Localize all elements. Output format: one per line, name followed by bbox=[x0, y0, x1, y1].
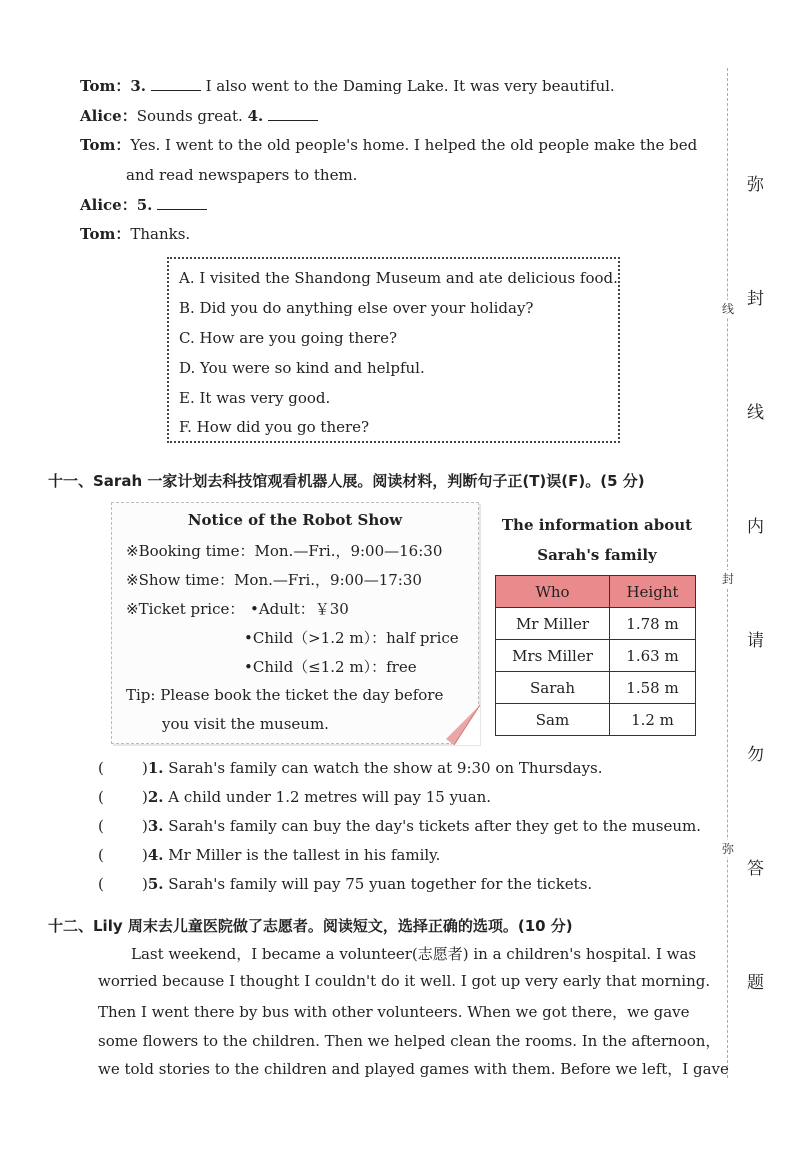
child-over-price: •Child（>1.2 m）：half price bbox=[244, 629, 459, 647]
answer-paren-close: ) bbox=[142, 846, 148, 864]
speaker: Alice bbox=[80, 107, 122, 125]
passage-line-1: Last weekend，I became a volunteer(志愿者) in a children's hospital. I was bbox=[131, 945, 697, 963]
dialog-line-2 bbox=[80, 106, 318, 125]
answer-paren-open[interactable]: ( bbox=[98, 846, 104, 864]
column-header-height: Height bbox=[610, 576, 696, 608]
binding-note-char: 勿 bbox=[747, 745, 764, 765]
dialog-line-3 bbox=[80, 136, 697, 154]
page-curl-decoration bbox=[446, 705, 480, 745]
dialog-line-3-cont: and read newspapers to them. bbox=[126, 166, 358, 184]
options-box bbox=[167, 257, 620, 443]
statement-5 bbox=[98, 875, 592, 893]
statement-4 bbox=[98, 846, 440, 864]
passage-line-5: we told stories to the children and played games with them. Before we left，I gave bbox=[98, 1060, 729, 1078]
ticket-price-label: ※Ticket price： bbox=[126, 600, 245, 618]
show-time: ※Show time：Mon.—Fri.，9:00—17:30 bbox=[126, 571, 422, 589]
answer-paren-close: ) bbox=[142, 875, 148, 893]
statement-number: 3. bbox=[147, 817, 164, 835]
table-row bbox=[496, 608, 696, 640]
statement-text: Sarah's family will pay 75 yuan together for the tickets. bbox=[163, 875, 593, 893]
option-a: A. I visited the Shandong Museum and ate delicious food. bbox=[179, 269, 618, 287]
section-12-heading: 十二、Lily 周末去儿童医院做了志愿者。阅读短文，选择正确的选项。(10 分) bbox=[48, 917, 573, 935]
colon: ： bbox=[121, 196, 137, 214]
answer-paren-open[interactable]: ( bbox=[98, 817, 104, 835]
table-header-row bbox=[496, 576, 696, 608]
colon: ： bbox=[115, 136, 131, 154]
family-height-table bbox=[495, 575, 696, 736]
dialog-text: Yes. I went to the old people's home. I helped the old people make the bed bbox=[130, 136, 698, 154]
info-title-line-2: Sarah's family bbox=[537, 546, 657, 564]
booking-time: ※Booking time：Mon.—Fri.，9:00—16:30 bbox=[126, 542, 443, 560]
binding-note-char: 答 bbox=[747, 859, 764, 879]
statement-1 bbox=[98, 759, 603, 777]
dialog-line-4 bbox=[80, 195, 207, 214]
child-under-price: •Child（≤1.2 m）：free bbox=[244, 658, 417, 676]
binding-label-mi: 弥 bbox=[721, 842, 734, 856]
colon: ： bbox=[121, 107, 137, 125]
robot-show-notice bbox=[111, 502, 479, 744]
column-header-who: Who bbox=[496, 576, 610, 608]
answer-paren-close: ) bbox=[142, 817, 148, 835]
binding-label-xian: 线 bbox=[721, 302, 734, 316]
tip-line-2: you visit the museum. bbox=[162, 715, 329, 733]
binding-label-feng: 封 bbox=[721, 572, 734, 586]
answer-paren-close: ) bbox=[142, 759, 148, 777]
option-e: E. It was very good. bbox=[179, 389, 331, 407]
dialog-text: I also went to the Daming Lake. It was very beautiful. bbox=[200, 77, 615, 95]
question-number: 3. bbox=[130, 77, 147, 95]
answer-paren-open[interactable]: ( bbox=[98, 788, 104, 806]
adult-price: •Adult：￥30 bbox=[250, 600, 349, 618]
statement-number: 1. bbox=[147, 759, 164, 777]
statement-number: 2. bbox=[147, 788, 164, 806]
section-11-heading: 十一、Sarah 一家计划去科技馆观看机器人展。阅读材料，判断句子正(T)误(F)。(5 分) bbox=[48, 472, 645, 490]
speaker: Tom bbox=[80, 225, 116, 243]
binding-note-char: 题 bbox=[747, 973, 764, 993]
answer-paren-open[interactable]: ( bbox=[98, 875, 104, 893]
passage-line-4: some flowers to the children. Then we helped clean the rooms. In the afternoon， bbox=[98, 1032, 721, 1050]
statement-text: Sarah's family can watch the show at 9:30 on Thursdays. bbox=[163, 759, 603, 777]
table-cell: Sarah bbox=[496, 672, 610, 704]
notice-title: Notice of the Robot Show bbox=[187, 511, 403, 529]
question-number: 5. bbox=[136, 196, 153, 214]
option-b: B. Did you do anything else over your holiday? bbox=[179, 299, 534, 317]
table-cell: 1.58 m bbox=[610, 672, 696, 704]
answer-blank[interactable] bbox=[151, 76, 201, 91]
answer-blank[interactable] bbox=[268, 106, 318, 121]
speaker: Tom bbox=[80, 77, 116, 95]
statement-3 bbox=[98, 817, 701, 835]
binding-note-char: 请 bbox=[747, 631, 764, 651]
dialog-text: Thanks. bbox=[130, 225, 191, 243]
table-row bbox=[496, 672, 696, 704]
binding-note-char: 封 bbox=[747, 289, 764, 309]
table-cell: Mrs Miller bbox=[496, 640, 610, 672]
info-title-line-1: The information about bbox=[501, 516, 693, 534]
dialog-line-1 bbox=[80, 76, 615, 95]
table-cell: Sam bbox=[496, 704, 610, 736]
option-c: C. How are you going there? bbox=[179, 329, 398, 347]
table-row bbox=[496, 704, 696, 736]
binding-note-char: 内 bbox=[747, 517, 764, 537]
statement-number: 5. bbox=[147, 875, 164, 893]
answer-paren-close: ) bbox=[142, 788, 148, 806]
colon: ： bbox=[115, 77, 131, 95]
tip-line-1: Tip: Please book the ticket the day before bbox=[126, 686, 444, 704]
speaker: Tom bbox=[80, 136, 116, 154]
answer-blank[interactable] bbox=[157, 195, 207, 210]
table-cell: 1.78 m bbox=[610, 608, 696, 640]
dialog-line-5 bbox=[80, 225, 190, 243]
option-f: F. How did you go there? bbox=[179, 418, 370, 436]
speaker: Alice bbox=[80, 196, 122, 214]
table-row bbox=[496, 640, 696, 672]
binding-note-char: 弥 bbox=[747, 175, 764, 195]
dialog-text: Sounds great. bbox=[136, 107, 248, 125]
answer-paren-open[interactable]: ( bbox=[98, 759, 104, 777]
colon: ： bbox=[115, 225, 131, 243]
statement-text: Mr Miller is the tallest in his family. bbox=[163, 846, 441, 864]
table-cell: Mr Miller bbox=[496, 608, 610, 640]
passage-line-3: Then I went there by bus with other volunteers. When we got there，we gave bbox=[98, 1003, 690, 1021]
statement-2 bbox=[98, 788, 491, 806]
statement-text: A child under 1.2 metres will pay 15 yuan. bbox=[163, 788, 492, 806]
passage-line-2: worried because I thought I couldn't do it well. I got up very early that morning. bbox=[98, 972, 711, 990]
binding-note-char: 线 bbox=[747, 403, 764, 423]
option-d: D. You were so kind and helpful. bbox=[179, 359, 425, 377]
table-cell: 1.63 m bbox=[610, 640, 696, 672]
table-cell: 1.2 m bbox=[610, 704, 696, 736]
statement-number: 4. bbox=[147, 846, 164, 864]
question-number: 4. bbox=[247, 107, 264, 125]
statement-text: Sarah's family can buy the day's tickets after they get to the museum. bbox=[163, 817, 702, 835]
